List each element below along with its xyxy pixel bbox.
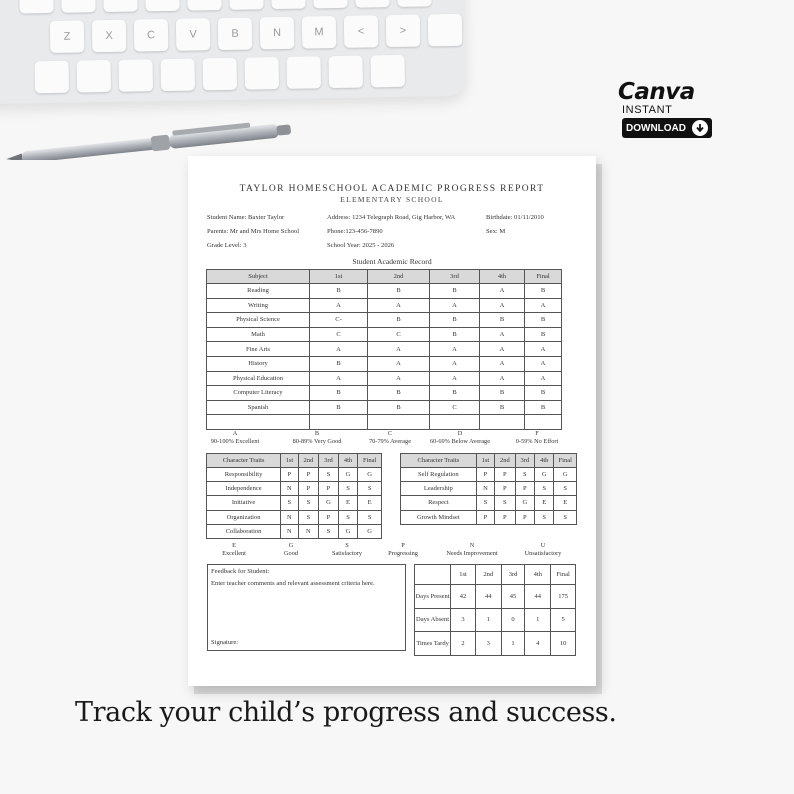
keyboard-key: [229, 0, 264, 10]
grade-cell: B: [525, 313, 562, 328]
grade-cell: A: [480, 356, 525, 371]
grade-cell: A: [368, 356, 430, 371]
grade-cell: A: [480, 284, 525, 299]
grade-cell: A: [430, 356, 480, 371]
download-text: DOWNLOAD: [626, 122, 686, 134]
grade-cell: B: [368, 386, 430, 401]
keyboard-key: [187, 0, 222, 11]
academic-record-table: [206, 269, 562, 430]
grade-cell: P: [495, 467, 515, 481]
trait-scale-item: [368, 542, 438, 558]
attendance-row: [415, 585, 576, 609]
trait-scale-item: [508, 542, 578, 558]
grade-cell: S: [298, 510, 319, 524]
trait-scale-item: [437, 542, 507, 558]
scale-desc: Progressing: [388, 550, 418, 557]
grade-cell: S: [535, 510, 554, 524]
grade-cell: A: [310, 371, 368, 386]
grade-scale-item: [277, 430, 357, 446]
scale-letter: N: [469, 542, 475, 549]
scale-desc: Unsatisfactory: [524, 550, 562, 557]
row-label: Computer Literacy: [207, 386, 310, 401]
row-label: Days Absent: [415, 608, 451, 632]
column-header: Final: [551, 565, 576, 585]
grade-cell: 44: [475, 585, 501, 609]
grade-cell: P: [515, 510, 534, 524]
keyboard-key: [355, 0, 390, 8]
grade-scale-item: [195, 430, 275, 446]
grade-cell: N: [281, 510, 299, 524]
grade-cell: C: [430, 400, 480, 415]
report-title: TAYLOR HOMESCHOOL ACADEMIC PROGRESS REPORT: [239, 184, 545, 194]
traits-rows-right: [401, 467, 577, 525]
grade-cell: 175: [551, 585, 576, 609]
grade-cell: C: [368, 327, 430, 342]
grade-cell: 10: [551, 632, 576, 656]
column-header: 3rd: [430, 270, 480, 284]
attendance-table: [414, 564, 576, 656]
keyboard-key: V: [176, 18, 211, 51]
grade-cell: P: [515, 481, 534, 495]
column-header: Character Traits: [401, 454, 477, 468]
scale-letter: D: [457, 430, 463, 437]
keyboard-key: [35, 61, 70, 94]
scale-desc: Needs Improvement: [446, 550, 498, 557]
grade-cell: 5: [551, 608, 576, 632]
grade-cell: A: [480, 298, 525, 313]
scale-letter: U: [540, 542, 546, 549]
row-label: Reading: [207, 284, 310, 299]
traits-header-row: [401, 454, 577, 468]
attendance-row: [415, 632, 576, 656]
grade-cell: N: [298, 525, 319, 539]
trait-row: [207, 510, 382, 524]
column-header: 1st: [476, 454, 494, 468]
column-header: 2nd: [368, 270, 430, 284]
keyboard-key: X: [92, 20, 127, 53]
keyboard-key: [271, 0, 306, 9]
grade-cell: P: [495, 481, 515, 495]
grade-cell: P: [281, 467, 299, 481]
grade-cell: S: [319, 525, 339, 539]
grade-cell: B: [480, 313, 525, 328]
row-label: Self Regulation: [401, 467, 477, 481]
attendance-row: [415, 608, 576, 632]
grade-cell: 44: [525, 585, 551, 609]
scale-letter: A: [232, 430, 238, 437]
scale-desc: 70-79% Average: [368, 438, 412, 445]
trait-row: [401, 481, 577, 495]
grade-cell: B: [310, 386, 368, 401]
grade-cell: 1: [525, 608, 551, 632]
grade-cell: B: [480, 400, 525, 415]
grade-cell: [310, 415, 368, 430]
keyboard-key: [145, 0, 180, 11]
traits-header-row: [207, 454, 382, 468]
grade-cell: [525, 415, 562, 430]
signature-label: Signature:: [211, 639, 239, 646]
column-header: Character Traits: [207, 454, 281, 468]
grade-cell: G: [515, 496, 534, 510]
keyboard-key: [428, 14, 463, 47]
grade-cell: 42: [451, 585, 476, 609]
subject-row: [207, 342, 562, 357]
grade-cell: S: [319, 467, 339, 481]
keyboard-key: [119, 59, 154, 92]
column-header: [415, 565, 451, 585]
keyboard-key: [397, 0, 432, 7]
keyboard-key: M: [302, 16, 337, 49]
grade-cell: B: [430, 327, 480, 342]
address: Address: 1234 Telegraph Road, Gig Harbor, WA: [327, 214, 456, 221]
grade-cell: A: [368, 371, 430, 386]
grade-cell: A: [430, 371, 480, 386]
row-label: Initiative: [207, 496, 281, 510]
column-header: 3rd: [515, 454, 534, 468]
character-traits-table-left: [206, 453, 382, 539]
grade-cell: E: [535, 496, 554, 510]
keyboard-key: C: [134, 19, 169, 52]
row-label: Physical Science: [207, 313, 310, 328]
grade-cell: P: [298, 481, 319, 495]
grade-cell: A: [368, 342, 430, 357]
grade-cell: [430, 415, 480, 430]
scale-letter: F: [535, 430, 539, 437]
scale-letter: E: [232, 542, 236, 549]
column-header: 4th: [338, 454, 358, 468]
grade-cell: A: [525, 371, 562, 386]
report-subtitle: ELEMENTARY SCHOOL: [340, 195, 444, 204]
download-label: [622, 118, 712, 138]
column-header: 4th: [535, 454, 554, 468]
grade-cell: 2: [451, 632, 476, 656]
keyboard-key: N: [260, 17, 295, 50]
trait-row: [401, 467, 577, 481]
grade-cell: [368, 415, 430, 430]
keyboard-key: [244, 57, 279, 90]
row-label: Days Present: [415, 585, 451, 609]
grade-cell: N: [281, 481, 299, 495]
grade-cell: G: [338, 525, 358, 539]
column-header: Final: [525, 270, 562, 284]
grade-cell: G: [554, 467, 577, 481]
row-label: Writing: [207, 298, 310, 313]
keyboard-key: [202, 58, 237, 91]
grade-cell: 4: [525, 632, 551, 656]
grade-cell: G: [358, 525, 382, 539]
row-label: Responsibility: [207, 467, 281, 481]
subject-row: [207, 371, 562, 386]
keyboard-key: [370, 55, 405, 88]
row-label: Growth Mindset: [401, 510, 477, 524]
grade-cell: 1: [501, 632, 525, 656]
grade-cell: P: [319, 510, 339, 524]
canva-instant-download-badge: [618, 80, 718, 144]
grade-cell: N: [476, 481, 494, 495]
trait-row: [401, 510, 577, 524]
grade-cell: P: [319, 481, 339, 495]
subject-row: [207, 356, 562, 371]
grade-cell: C: [310, 327, 368, 342]
grade-cell: A: [525, 298, 562, 313]
row-label: History: [207, 356, 310, 371]
phone: Phone:123-456-7890: [327, 228, 383, 235]
grade-cell: A: [525, 342, 562, 357]
row-label: Fine Arts: [207, 342, 310, 357]
row-label: Spanish: [207, 400, 310, 415]
keyboard-key: [61, 0, 96, 13]
row-label: Math: [207, 327, 310, 342]
grade-cell: G: [535, 467, 554, 481]
keyboard-photo: [0, 0, 466, 104]
trait-row: [207, 496, 382, 510]
column-header: Final: [358, 454, 382, 468]
grade-cell: E: [338, 496, 358, 510]
subject-row: [207, 284, 562, 299]
report-card-sheet: [188, 156, 596, 686]
grade-cell: B: [525, 386, 562, 401]
column-header: Final: [554, 454, 577, 468]
grade-cell: B: [430, 284, 480, 299]
grade-cell: B: [310, 400, 368, 415]
grade-cell: B: [525, 327, 562, 342]
grade-cell: A: [525, 356, 562, 371]
grade-cell: 45: [501, 585, 525, 609]
grade-cell: G: [319, 496, 339, 510]
grade-cell: A: [430, 342, 480, 357]
grade-cell: E: [358, 496, 382, 510]
keyboard-key: [77, 60, 112, 93]
scale-desc: Excellent: [222, 550, 246, 557]
column-header: 1st: [281, 454, 299, 468]
feedback-box: [207, 564, 406, 651]
grade-cell: S: [298, 496, 319, 510]
grade-cell: P: [476, 510, 494, 524]
birthdate: Birthdate: 01/11/2010: [486, 214, 544, 221]
grade-cell: S: [338, 510, 358, 524]
grade-cell: B: [310, 356, 368, 371]
column-header: 2nd: [495, 454, 515, 468]
grade-cell: P: [476, 467, 494, 481]
academic-rows: [207, 284, 562, 430]
column-header: 4th: [525, 565, 551, 585]
grade-cell: A: [310, 342, 368, 357]
scale-desc: 80-89% Very Good: [292, 438, 342, 445]
scale-desc: 90-100% Excellent: [210, 438, 260, 445]
character-traits-table-right: [400, 453, 577, 525]
trait-row: [207, 525, 382, 539]
grade-cell: 0: [501, 608, 525, 632]
scale-letter: G: [288, 542, 294, 549]
column-header: 4th: [480, 270, 525, 284]
grade-cell: A: [430, 298, 480, 313]
scale-desc: Satisfactory: [331, 550, 363, 557]
column-header: 3rd: [319, 454, 339, 468]
grade-cell: B: [430, 386, 480, 401]
academic-record-title: Student Academic Record: [352, 257, 432, 266]
student-name: Student Name: Baxter Taylor: [207, 214, 285, 221]
column-header: 2nd: [475, 565, 501, 585]
sex: Sex: M: [486, 228, 506, 235]
row-label: [207, 415, 310, 430]
grade-cell: S: [554, 510, 577, 524]
row-label: Organization: [207, 510, 281, 524]
instant-label: INSTANT: [622, 104, 673, 116]
grade-cell: C-: [310, 313, 368, 328]
subject-row: [207, 327, 562, 342]
scale-desc: Good: [284, 550, 298, 557]
grade-cell: S: [476, 496, 494, 510]
grade-cell: B: [480, 386, 525, 401]
keyboard-key: [286, 56, 321, 89]
grade-cell: P: [298, 467, 319, 481]
grade-cell: N: [281, 525, 299, 539]
keyboard-key: [103, 0, 138, 12]
grade-cell: E: [554, 496, 577, 510]
column-header: 1st: [310, 270, 368, 284]
grade-cell: B: [525, 284, 562, 299]
grade-cell: A: [480, 342, 525, 357]
download-arrow-icon: [692, 120, 708, 136]
column-header: 3rd: [501, 565, 525, 585]
grade-cell: A: [368, 298, 430, 313]
attendance-rows: [415, 585, 576, 656]
academic-header-row: [207, 270, 562, 284]
grade-scale-item: [497, 430, 577, 446]
grade-cell: S: [495, 496, 515, 510]
keyboard-key: [19, 0, 54, 14]
parents: Parents: Mr and Mrs Home School: [207, 228, 300, 235]
grade-cell: S: [358, 510, 382, 524]
grade-cell: S: [515, 467, 534, 481]
grade-cell: 3: [451, 608, 476, 632]
pen-photo: [0, 100, 300, 160]
keyboard-key: B: [218, 17, 253, 50]
tagline: Track your child’s progress and success.: [75, 697, 617, 728]
grade-cell: A: [480, 327, 525, 342]
keyboard-key: [160, 58, 195, 91]
row-label: Times Tardy: [415, 632, 451, 656]
column-header: 2nd: [298, 454, 319, 468]
grade-cell: B: [368, 400, 430, 415]
row-label: Collaboration: [207, 525, 281, 539]
subject-row: [207, 386, 562, 401]
scale-desc: 0-59% No Effort: [515, 438, 559, 445]
keyboard-key: <: [344, 15, 379, 48]
grade-cell: 3: [475, 632, 501, 656]
grade-cell: S: [358, 481, 382, 495]
traits-rows-left: [207, 467, 382, 539]
subject-row: [207, 415, 562, 430]
keyboard-key: Z: [50, 20, 85, 53]
grade-cell: B: [368, 313, 430, 328]
feedback-title: Feedback for Student:: [211, 568, 270, 575]
trait-row: [401, 496, 577, 510]
scale-letter: S: [345, 542, 349, 549]
grade-level: Grade Level: 3: [207, 242, 247, 249]
grade-scale-item: [420, 430, 500, 446]
subject-row: [207, 298, 562, 313]
attendance-header-row: [415, 565, 576, 585]
grade-cell: [480, 415, 525, 430]
scale-desc: 60-69% Below Average: [429, 438, 491, 445]
keyboard-key: >: [386, 15, 421, 48]
keyboard-key: [313, 0, 348, 8]
grade-cell: S: [338, 481, 358, 495]
scale-letter: B: [314, 430, 320, 437]
row-label: Independence: [207, 481, 281, 495]
grade-cell: B: [430, 313, 480, 328]
grade-cell: S: [535, 481, 554, 495]
keyboard-key: [328, 56, 363, 89]
subject-row: [207, 400, 562, 415]
school-year: School Year: 2025 - 2026: [327, 242, 395, 249]
grade-cell: G: [358, 467, 382, 481]
column-header: Subject: [207, 270, 310, 284]
scale-letter: P: [401, 542, 405, 549]
trait-row: [207, 481, 382, 495]
scale-letter: C: [387, 430, 393, 437]
trait-row: [207, 467, 382, 481]
grade-cell: G: [338, 467, 358, 481]
grade-cell: B: [310, 284, 368, 299]
grade-cell: 1: [475, 608, 501, 632]
row-label: Leadership: [401, 481, 477, 495]
grade-cell: B: [525, 400, 562, 415]
grade-scale-item: [350, 430, 430, 446]
grade-cell: A: [480, 371, 525, 386]
grade-cell: S: [554, 481, 577, 495]
feedback-text: Enter teacher comments and relevant assessment criteria here.: [211, 580, 375, 587]
grade-cell: B: [368, 284, 430, 299]
subject-row: [207, 313, 562, 328]
row-label: Respect: [401, 496, 477, 510]
column-header: 1st: [451, 565, 476, 585]
canva-logo: Canva: [618, 79, 695, 105]
grade-cell: P: [495, 510, 515, 524]
grade-cell: A: [310, 298, 368, 313]
grade-cell: S: [281, 496, 299, 510]
row-label: Physical Education: [207, 371, 310, 386]
